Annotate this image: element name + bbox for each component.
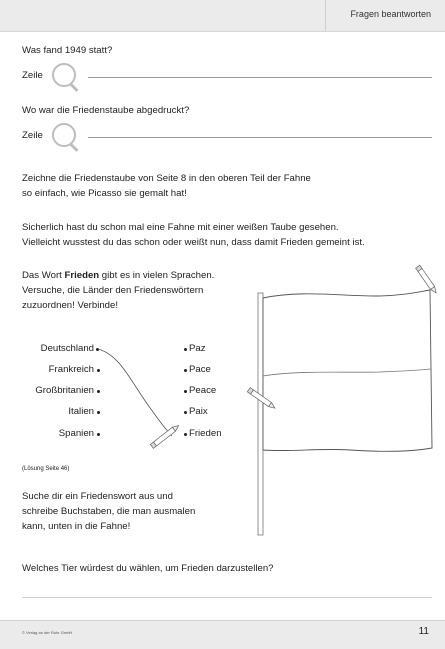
peace-word-paz: Paz [189,343,206,354]
page-number: 11 [418,626,429,637]
question-1: Was fand 1949 statt? [22,45,113,56]
choose-text-line-1: Suche dir ein Friedenswort aus und [22,491,173,502]
pencil-icon [416,265,438,294]
word-text-line-3: zuzuordnen! Verbinde! [22,300,119,311]
country-italien: Italien [68,406,94,417]
country-grossbritanien: Großbritanien [35,385,94,396]
animal-question: Welches Tier würdest du wählen, um Frieden darzustellen? [22,563,274,574]
choose-text-line-3: kann, unten in die Fahne! [22,521,131,532]
country-deutschland: Deutschland [40,343,94,354]
word-text-line-2: Versuche, die Länder den Friedenswörtern [22,285,204,296]
word-text-line-1: Das Wort Frieden gibt es in vielen Sprachen. [22,270,215,281]
draw-instruction-line-2: so einfach, wie Picasso sie gemalt hat! [22,188,187,199]
country-spanien: Spanien [58,428,94,439]
question-2: Wo war die Friedenstaube abgedruckt? [22,105,190,116]
pencil-icon [150,424,180,449]
country-frankreich: Frankreich [48,364,94,375]
choose-text-line-2: schreibe Buchstaben, die man ausmalen [22,506,196,517]
peace-word-paix: Paix [189,406,208,417]
example-connection-line [98,349,172,436]
solution-note: (Lösung Seite 46) [22,466,70,472]
peace-word-pace: Pace [189,364,211,375]
flag-pole [258,293,263,535]
flag-text-line-1: Sicherlich hast du schon mal eine Fahne mit einer weißen Taube gesehen. [22,222,339,233]
footer-copyright: © Verlag an der Ruhr GmbH [22,630,73,635]
zeile-label-2: Zeile [22,130,43,141]
word-frieden-bold: Frieden [64,270,100,281]
flag-text-line-2: Vielleicht wusstest du das schon oder weißt nun, dass damit Frieden gemeint ist. [22,237,365,248]
zeile-label-1: Zeile [22,70,43,81]
peace-word-peace: Peace [189,385,217,396]
flag-illustration [258,290,432,535]
animal-answer-line[interactable] [22,597,432,598]
draw-instruction-line-1: Zeichne die Friedenstaube von Seite 8 in den oberen Teil der Fahne [22,173,311,184]
peace-word-frieden: Frieden [189,428,222,439]
section-title: Fragen beantworten [350,9,431,19]
